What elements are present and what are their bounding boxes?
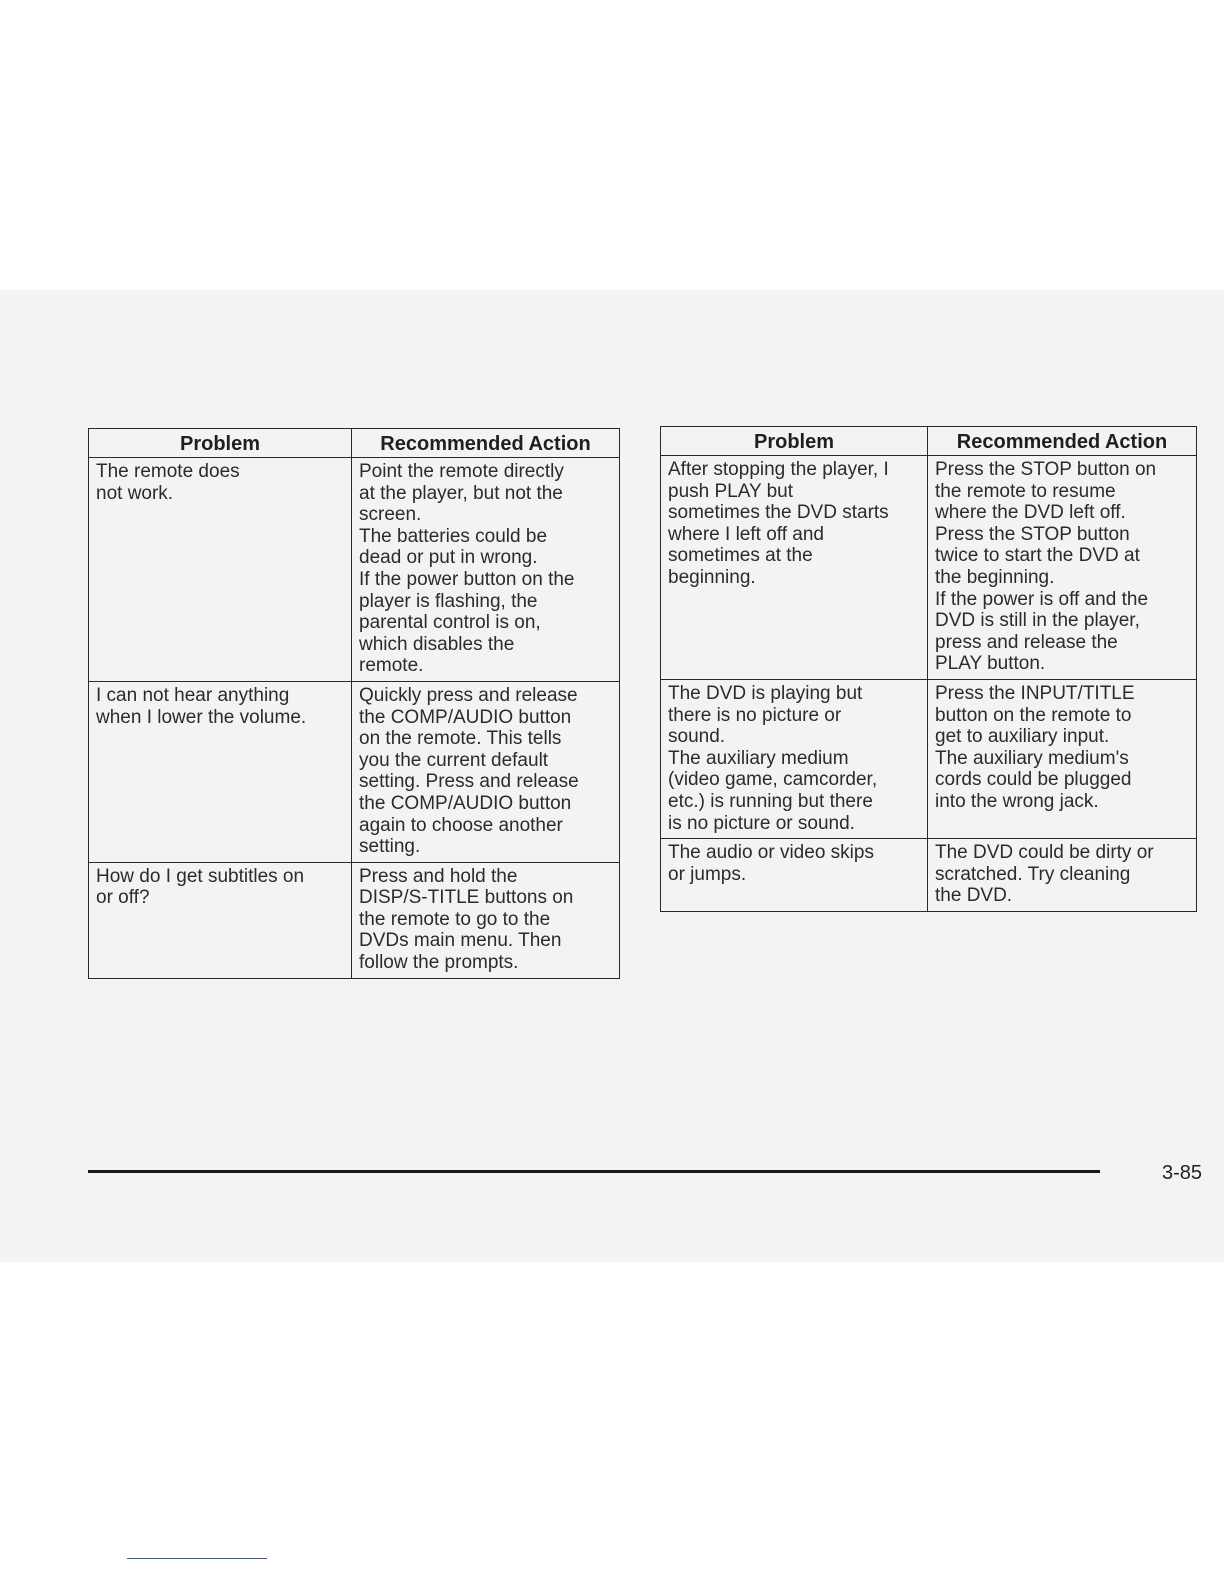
action-cell: The DVD could be dirty or scratched. Try cleaning the DVD. — [928, 839, 1197, 912]
action-cell: Quickly press and release the COMP/AUDIO button on the remote. This tells you the current default setting. Press and release the COMP/AUDIO button again to choose another setting. — [352, 681, 620, 862]
problem-column-header: Problem — [661, 427, 928, 456]
footer-rule — [88, 1170, 1100, 1173]
table-row — [661, 456, 1197, 680]
problem-cell: After stopping the player, I push PLAY but sometimes the DVD starts where I left off and sometimes at the beginning. — [661, 456, 928, 680]
problem-column-header: Problem — [89, 429, 352, 458]
action-cell: Press the INPUT/TITLE button on the remote to get to auxiliary input. The auxiliary medium's cords could be plugged into the wrong jack. — [928, 679, 1197, 838]
problem-cell: How do I get subtitles on or off? — [89, 862, 352, 978]
action-column-header: Recommended Action — [352, 429, 620, 458]
page-number: 3-85 — [1161, 1162, 1202, 1184]
problem-cell: I can not hear anything when I lower the volume. — [89, 681, 352, 862]
table-row — [89, 681, 620, 862]
bottom-link-underline — [127, 1558, 267, 1559]
table-header-row — [89, 429, 620, 458]
troubleshooting-table-left — [88, 428, 620, 979]
table-row — [661, 839, 1197, 912]
table-row — [89, 458, 620, 682]
action-cell: Point the remote directly at the player, but not the screen. The batteries could be dead or put in wrong. If the power button on the player is flashing, the parental control is on, which disables the remote. — [352, 458, 620, 682]
action-column-header: Recommended Action — [928, 427, 1197, 456]
action-cell: Press and hold the DISP/S-TITLE buttons on the remote to go to the DVDs main menu. Then follow the prompts. — [352, 862, 620, 978]
table-header-row — [661, 427, 1197, 456]
table-row — [661, 679, 1197, 838]
action-cell: Press the STOP button on the remote to resume where the DVD left off. Press the STOP button twice to start the DVD at the beginning. If the power is off and the DVD is still in the player, press and release the PLAY button. — [928, 456, 1197, 680]
table-row — [89, 862, 620, 978]
problem-cell: The remote does not work. — [89, 458, 352, 682]
problem-cell: The audio or video skips or jumps. — [661, 839, 928, 912]
troubleshooting-table-right — [660, 426, 1197, 912]
problem-cell: The DVD is playing but there is no picture or sound. The auxiliary medium (video game, camcorder, etc.) is running but there is no picture or sound. — [661, 679, 928, 838]
